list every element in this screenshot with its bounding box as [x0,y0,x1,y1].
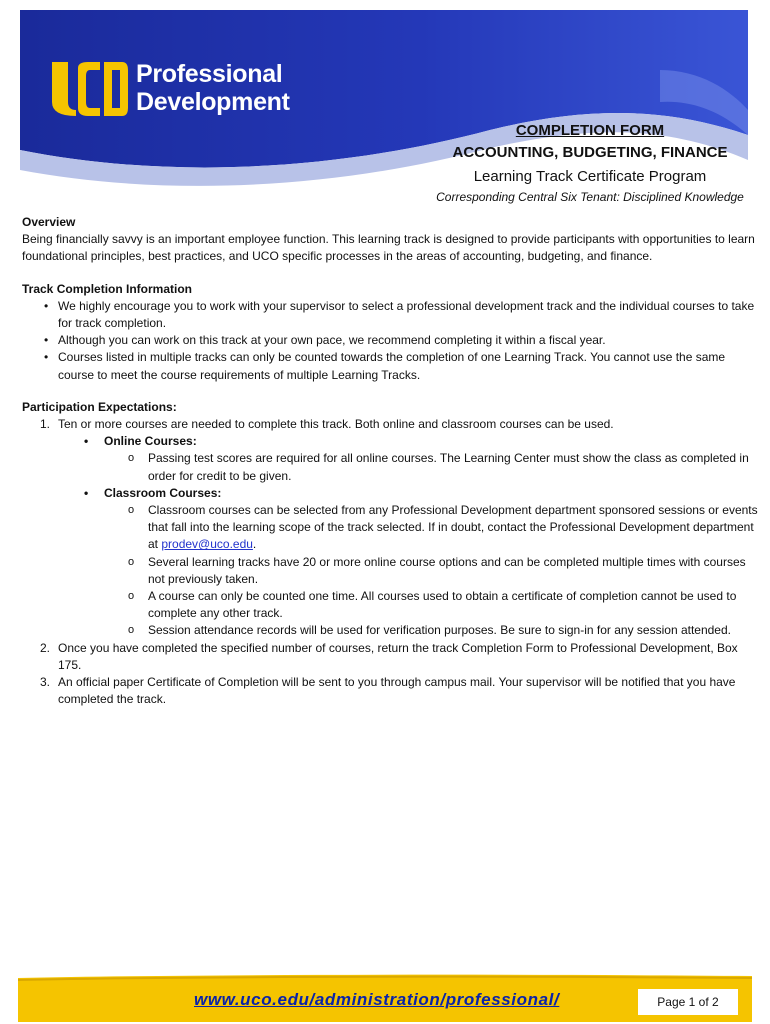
classroom-point-1-end: . [252,537,257,552]
participation-item-3: An official paper Certificate of Completion will be sent to you through campus mail. Your supervisor will be notified that you have completed the track. [58,675,736,707]
number-marker: 1. [40,417,51,432]
list-item [22,332,762,349]
classroom-point-4: Session attendance records will be used for verification purposes. Be sure to sign-in for any session attended. [148,623,731,638]
list-item [22,588,762,622]
footer-url-link[interactable]: www.uco.edu/administration/professional/ [194,990,560,1009]
list-item [22,433,762,450]
header-banner [20,10,748,210]
logo-line-professional: Professional [136,60,283,88]
bullet-marker: • [44,350,49,365]
circle-marker: o [128,624,135,637]
online-point-1: Passing test scores are required for all online courses. The Learning Center must show the class as completed in order for credit to be given. [148,451,749,483]
bullet-marker: • [84,434,89,449]
list-item [22,502,762,554]
circle-marker: o [128,590,135,603]
form-title: COMPLETION FORM [515,122,665,139]
classroom-point-3: A course can only be counted one time. All courses used to obtain a certificate of completion cannot be used to complete any other track. [148,589,737,621]
list-item [22,298,762,332]
footer-banner [18,972,752,1022]
list-item [22,450,762,484]
list-item [22,640,762,674]
circle-marker: o [128,504,135,517]
list-item [22,485,762,502]
circle-marker: o [128,555,135,568]
classroom-courses-heading: Classroom Courses: [104,485,222,500]
page-number: Page 1 of 2 [638,989,738,1015]
uco-logo [48,58,308,128]
classroom-point-1: Classroom courses can be selected from any Professional Development department sponsored sessions or events that fall into the learning scope of the track selected. If in doubt, contact the Professional Development department at [148,503,758,552]
list-item [22,349,762,383]
participation-heading: Participation Expectations: [22,399,177,414]
document-body [22,214,762,708]
number-marker: 3. [40,675,51,690]
overview-heading: Overview [22,215,76,229]
bullet-marker: • [44,298,49,313]
bullet-marker: • [44,333,49,348]
number-marker: 2. [40,640,51,655]
program-title: Learning Track Certificate Program [473,168,707,185]
uco-logo-mark [48,58,130,118]
track-info-bullet-3: Courses listed in multiple tracks can only be counted towards the completion of one Learning Track. You cannot use the same course to meet the course requirements of multiple Learning Tracks. [58,350,726,382]
list-item [22,674,762,708]
circle-marker: o [128,452,135,465]
classroom-point-2: Several learning tracks have 20 or more online course options and can be completed multiple times with courses not previously taken. [148,554,746,586]
track-info-bullet-1: We highly encourage you to work with your supervisor to select a professional development track and the individual courses to take for track completion. [58,298,755,331]
logo-line-development: Development [136,88,290,116]
prodev-email-link[interactable]: prodev@uco.edu [161,537,253,552]
track-title: ACCOUNTING, BUDGETING, FINANCE [452,144,728,161]
list-item [22,622,762,639]
track-info-bullet-2: Although you can work on this track at your own pace, we recommend completing it within a fiscal year. [58,333,606,348]
track-info-heading: Track Completion Information [22,281,193,296]
bullet-marker: • [84,485,89,500]
participation-item-1: Ten or more courses are needed to complete this track. Both online and classroom courses can be used. [58,417,614,432]
list-item [22,416,762,433]
title-block [420,120,760,206]
online-courses-heading: Online Courses: [104,434,197,449]
participation-item-2: Once you have completed the specified number of courses, return the track Completion Form to Professional Development, Box 175. [58,640,738,672]
list-item [22,554,762,588]
logo-wordmark [136,60,290,116]
overview-text: Being financially savvy is an important employee function. This learning track is designed to provide participants with opportunities to learn foundational principles, best practices, and UCO specific processes in the areas of accounting, budgeting, and finance. [22,232,755,264]
tenant-subtitle: Corresponding Central Six Tenant: Disciplined Knowledge [436,190,744,204]
